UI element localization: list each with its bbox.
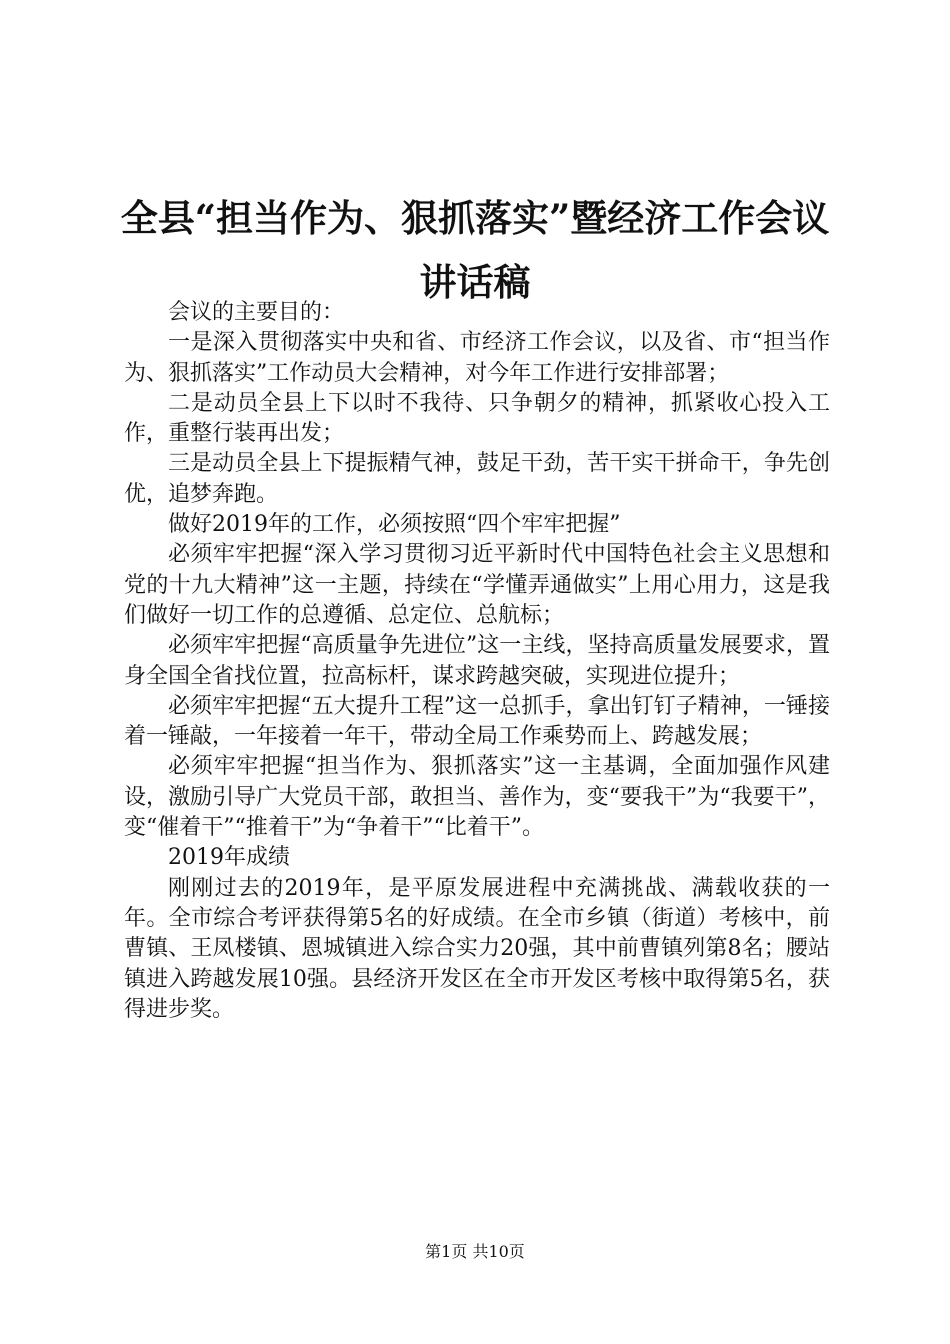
- paragraph-purpose-2: 二是动员全县上下以时不我待、只争朝夕的精神，抓紧收心投入工作，重整行装再出发；: [124, 390, 830, 447]
- paragraph-purpose-heading: 会议的主要目的：: [168, 300, 345, 325]
- paragraph-grasp-1: 必须牢牢把握“深入学习贯彻习近平新时代中国特色社会主义思想和党的十九大精神”这一主题，持续在“学懂弄通做实”上用心用力，这是我们做好一切工作的总遵循、总定位、总航标；: [124, 542, 830, 628]
- title-line-1: 全县“担当作为、狠抓落实”暨经济工作会议: [120, 196, 830, 240]
- paragraph-grasp-2: 必须牢牢把握“高质量争先进位”这一主线，坚持高质量发展要求，置身全国全省找位置，拉高标杆，谋求跨越突破，实现进位提升；: [124, 633, 830, 689]
- paragraph-achievements-heading: 2019年成绩: [168, 845, 290, 871]
- paragraph-purpose-1: 一是深入贯彻落实中央和省、市经济工作会议，以及省、市“担当作为、狠抓落实”工作动员大会精神，对今年工作进行安排部署；: [124, 330, 830, 386]
- paragraph-purpose-3: 三是动员全县上下提振精气神，鼓足干劲，苦干实干拼命干，争先创优，追梦奔跑。: [124, 451, 830, 507]
- title-line-2: 讲话稿: [419, 260, 531, 304]
- paragraph-grasp-3: 必须牢牢把握“五大提升工程”这一总抓手，拿出钉钉子精神，一锤接着一锤敲，一年接着一年干，带动全局工作乘势而上、跨越发展；: [124, 693, 830, 750]
- paragraph-grasp-4: 必须牢牢把握“担当作为、狠抓落实”这一主基调，全面加强作风建设，激励引导广大党员干部，敢担当、善作为，变“要我干”为“我要干”，变“催着干”“推着干”为“争着干”“比着干”。: [124, 754, 830, 841]
- paragraph-four-grasps-heading: 做好2019年的工作，必须按照“四个牢牢把握”: [168, 512, 621, 538]
- page-footer: 第1页 共10页: [425, 1242, 525, 1261]
- document-title: [110, 186, 840, 314]
- paragraph-achievements: 刚刚过去的2019年，是平原发展进程中充满挑战、满载收获的一年。全市综合考评获得第5名的好成绩。在全市乡镇（街道）考核中，前曹镇、王凤楼镇、恩城镇进入综合实力20强，其中前曹镇列第8名；腰站镇进入跨越发展10强。县经济开发区在全市开发区考核中取得第5名，获得进步奖。: [124, 875, 830, 1022]
- document-body: [124, 298, 830, 1025]
